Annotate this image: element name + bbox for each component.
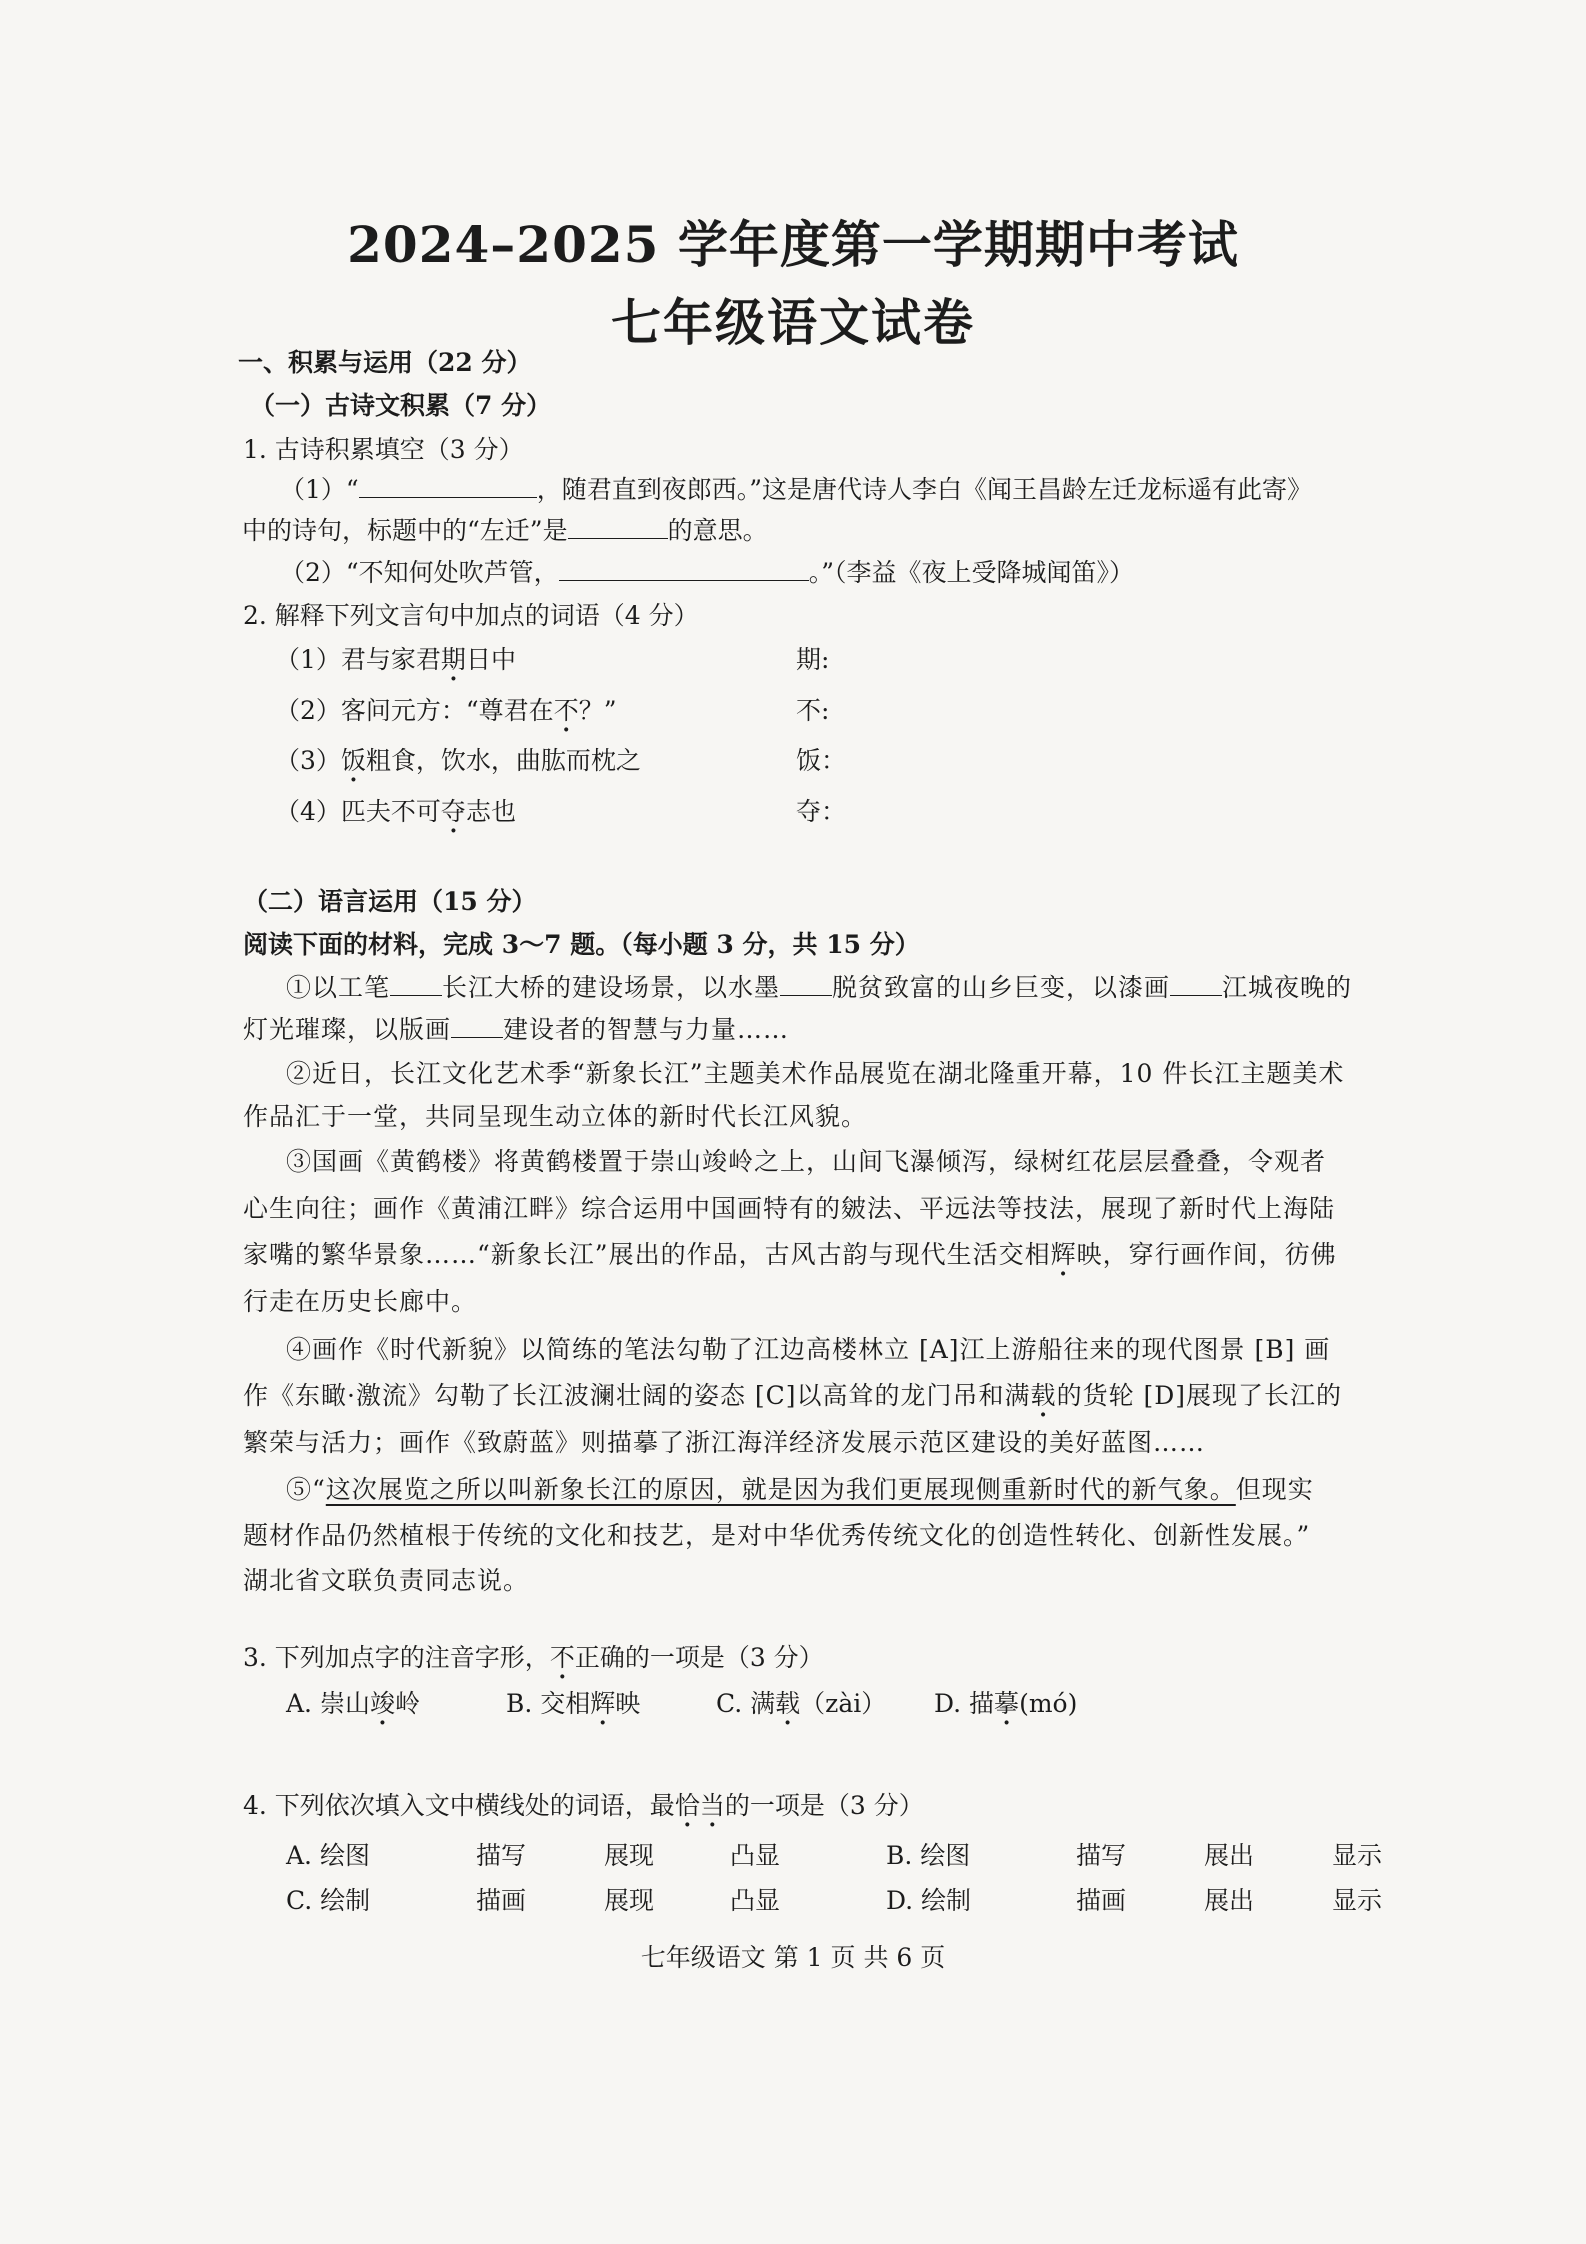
exam-title: 2024–2025 学年度第一学期期中考试: [347, 215, 1239, 274]
question1-stem: 1. 古诗积累填空（3 分）: [243, 435, 524, 464]
question3-option-a[interactable]: A. 崇山竣岭: [286, 1689, 420, 1718]
question3-stem: 3. 下列加点字的注音字形，不正确的一项是（3 分）: [243, 1643, 824, 1672]
material-paragraph-4: ④画作《时代新貌》以简练的笔法勾勒了江边高楼林立 [A]江上游船往来的现代图景 [B] 画: [286, 1335, 1331, 1364]
material-paragraph-4-cont: 繁荣与活力；画作《致蔚蓝》则描摹了浙江海洋经济发展示范区建设的美好蓝图……: [243, 1428, 1206, 1457]
material-paragraph-3-cont: 行走在历史长廊中。: [243, 1287, 478, 1316]
answer-label: 饭：: [796, 746, 847, 775]
question4-option-c[interactable]: C. 绘制: [286, 1886, 371, 1915]
material-paragraph-5-cont: 湖北省文联负责同志说。: [243, 1566, 530, 1595]
material-paragraph-1: ①以工笔 长江大桥的建设场景，以水墨 脱贫致富的山乡巨变，以漆画 江城夜晚的: [286, 973, 1353, 1002]
answer-blank[interactable]: [1170, 973, 1222, 996]
option-word: 描写: [476, 1841, 527, 1870]
option-word: 展现: [604, 1841, 655, 1870]
option-word: 凸显: [730, 1841, 781, 1870]
question4-option-b[interactable]: B. 绘图: [886, 1841, 971, 1870]
exam-subtitle: 七年级语文试卷: [611, 293, 975, 352]
answer-blank[interactable]: [390, 973, 442, 996]
material-paragraph-1-cont: 灯光璀璨，以版画 建设者的智慧与力量……: [243, 1015, 790, 1044]
material-paragraph-5: ⑤“这次展览之所以叫新象长江的原因，就是因为我们更展现侧重新时代的新气象。但现实: [286, 1475, 1314, 1504]
answer-blank[interactable]: [780, 973, 832, 996]
material-paragraph-2-cont: 作品汇于一堂，共同呈现生动立体的新时代长江风貌。: [243, 1102, 868, 1131]
answer-label: 期:: [796, 645, 830, 674]
question2-item: （4）匹夫不可夺志也: [275, 797, 516, 826]
part1-heading: 一、积累与运用（22 分）: [238, 348, 532, 377]
option-word: 凸显: [730, 1886, 781, 1915]
material-paragraph-3: ③国画《黄鹤楼》将黄鹤楼置于崇山竣岭之上，山间飞瀑倾泻，绿树红花层层叠叠，令观者: [286, 1147, 1327, 1176]
section1-heading: （一）古诗文积累（7 分）: [250, 391, 552, 420]
option-word: 展出: [1204, 1886, 1255, 1915]
reading-instruction: 阅读下面的材料，完成 3～7 题。（每小题 3 分，共 15 分）: [243, 930, 920, 959]
page-footer: 七年级语文 第 1 页 共 6 页: [640, 1943, 946, 1972]
material-paragraph-3-cont: 家嘴的繁华景象……“新象长江”展出的作品，古风古韵与现代生活交相辉映，穿行画作间，彷佛: [243, 1240, 1337, 1269]
section2-heading: （二）语言运用（15 分）: [243, 887, 537, 916]
question2-item: （2）客问元方：“尊君在不？”: [275, 696, 617, 725]
material-paragraph-2: ②近日，长江文化艺术季“新象长江”主题美术作品展览在湖北隆重开幕，10 件长江主题美术: [286, 1059, 1345, 1088]
material-paragraph-3-cont: 心生向往；画作《黄浦江畔》综合运用中国画特有的皴法、平远法等技法，展现了新时代上海陆: [243, 1194, 1336, 1223]
question3-option-d[interactable]: D. 描摹(mó): [934, 1689, 1078, 1718]
question4-option-d[interactable]: D. 绘制: [886, 1886, 972, 1915]
underlined-sentence: 这次展览之所以叫新象长江的原因，就是因为我们更展现侧重新时代的新气象。: [325, 1475, 1236, 1504]
material-paragraph-4-cont: 作《东瞰·激流》勾勒了长江波澜壮阔的姿态 [C]以高耸的龙门吊和满载的货轮 [D]展现了长江的: [243, 1381, 1343, 1410]
option-word: 展出: [1204, 1841, 1255, 1870]
question3-option-c[interactable]: C. 满载（zài）: [716, 1689, 887, 1718]
answer-blank[interactable]: [359, 475, 537, 498]
question1-item2: （2）“不知何处吹芦管， 。”（李益《夜上受降城闻笛》）: [280, 558, 1134, 587]
answer-label: 不:: [796, 696, 830, 725]
material-paragraph-5-cont: 题材作品仍然植根于传统的文化和技艺，是对中华优秀传统文化的创造性转化、创新性发展。”: [243, 1521, 1311, 1550]
option-word: 描画: [1076, 1886, 1127, 1915]
option-word: 描写: [1076, 1841, 1127, 1870]
question2-item: （3）饭粗食，饮水，曲肱而枕之: [275, 746, 641, 775]
option-word: 描画: [476, 1886, 527, 1915]
question4-option-a[interactable]: A. 绘图: [286, 1841, 370, 1870]
answer-blank[interactable]: [451, 1015, 503, 1038]
answer-blank[interactable]: [568, 516, 668, 539]
question4-stem: 4. 下列依次填入文中横线处的词语，最恰当的一项是（3 分）: [243, 1791, 924, 1820]
question1-item1-cont: 中的诗句，标题中的“左迁”是 的意思。: [242, 516, 768, 545]
question3-option-b[interactable]: B. 交相辉映: [506, 1689, 641, 1718]
answer-blank[interactable]: [559, 558, 809, 581]
option-word: 显示: [1332, 1841, 1383, 1870]
question2-stem: 2. 解释下列文言句中加点的词语（4 分）: [243, 601, 699, 630]
question2-item: （1）君与家君期日中: [275, 645, 516, 674]
option-word: 显示: [1332, 1886, 1383, 1915]
option-word: 展现: [604, 1886, 655, 1915]
question1-item1: （1）“ ，随君直到夜郎西。”这是唐代诗人李白《闻王昌龄左迁龙标遥有此寄》: [280, 475, 1312, 504]
answer-label: 夺：: [796, 797, 847, 826]
